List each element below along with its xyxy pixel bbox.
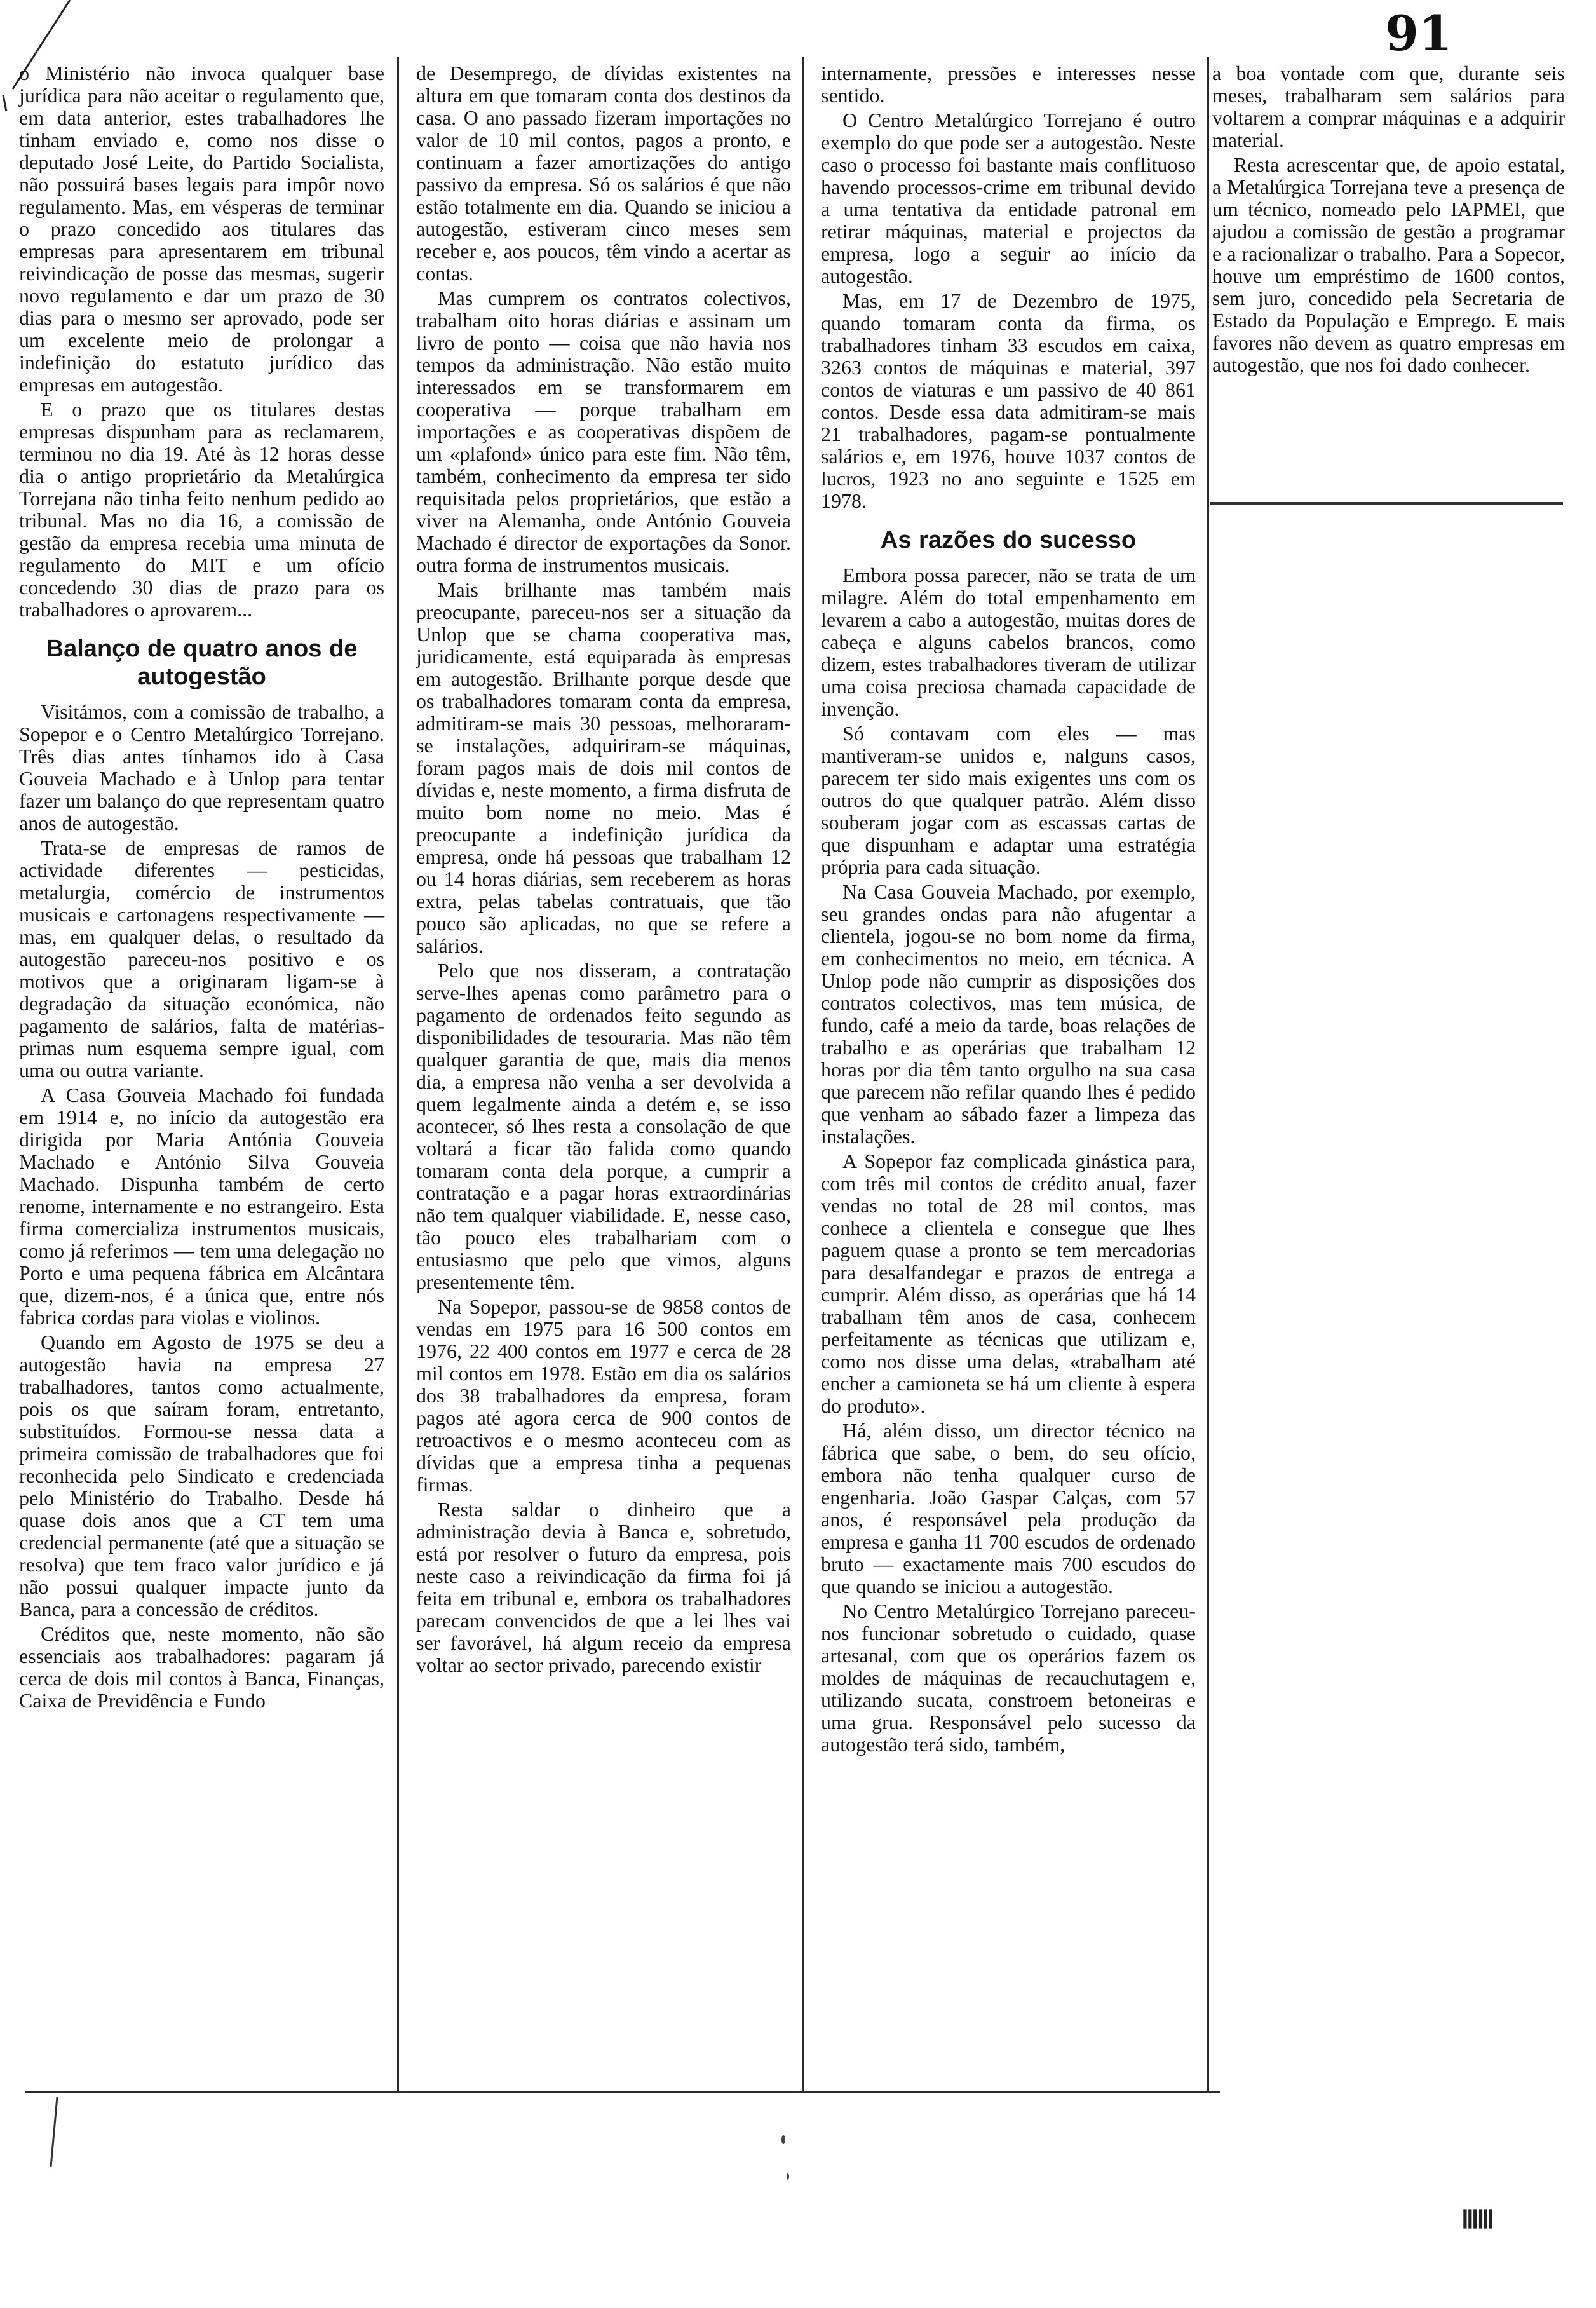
page-number: 91 [1385,5,1452,62]
scan-mark [38,2097,76,2173]
article-column-1 [19,62,384,1714]
column-divider [397,57,399,2091]
section-heading: As razões do sucesso [880,527,1137,553]
paragraph: o Ministério não invoca qualquer base jurídica para não aceitar o regulamento que, em data anterior, estes trabalhadores lhe tinham enviado e, como nos disse o deputado José Leite, do Partido Socialista, não possuirá bases legais para impôr novo regulamento. Mas, em vésperas de terminar o prazo concedido aos titulares das empresas para apresentarem em tribunal reivindicação de posse das mesmas, sugerir novo regulamento e dar um prazo de 30 dias para o mesmo ser aprovado, pode ser um excelente meio de prolongar a indefinição do estatuto jurídico das empresas em autogestão. [19,62,384,396]
paragraph: a boa vontade com que, durante seis meses, trabalharam sem salários para voltarem a comprar máquinas e a adquirir material. [1212,62,1565,151]
paragraph: Mais brilhante mas também mais preocupante, pareceu-nos ser a situação da Unlop que se chama cooperativa mas, juridicamente, está equiparada às empresas em autogestão. Brilhante porque desde que os trabalhadores tomaram conta da empresa, admitiram-se mais 30 pessoas, melhoraram-se instalações, adquiriram-se máquinas, foram pagos mais de dois mil contos de dívidas e, neste momento, a firma disfruta de muito bom nome no meio. Mas é preocupante a indefinição jurídica da empresa, onde há pessoas que trabalham 12 ou 14 horas diárias, sem receberem as horas extra, pelas tabelas contratuais, que tão pouco são aplicadas, no que se refere a salários. [416,578,791,957]
section-heading: Balanço de quatro anos de autogestão [46,635,358,690]
paragraph: Na Sopepor, passou-se de 9858 contos de vendas em 1975 para 16 500 contos em 1976, 22 400 contos em 1977 e cerca de 28 mil contos em 1978. Estão em dia os salários dos 38 trabalhadores da empresa, foram pagos até agora cerca de 900 contos de retroactivos e o mesmo aconteceu com as dívidas que a empresa tinha a pequenas firmas. [416,1295,791,1496]
scan-speck [781,2135,785,2144]
paragraph: Créditos que, neste momento, não são essenciais aos trabalhadores: pagaram já cerca de dois mil contos à Banca, Finanças, Caixa de Previdência e Fundo [19,1622,384,1712]
paragraph: Resta saldar o dinheiro que a administração devia à Banca e, sobretudo, está por resolver o futuro da empresa, pois neste caso a reivindicação da firma foi já feita em tribunal e, embora os trabalhadores parecam convencidos de que a lei lhes vai ser favorável, há algum receio da empresa voltar ao sector privado, parecendo existir [416,1498,791,1676]
article-column-4 [1212,62,1565,379]
column-divider [802,57,804,2091]
paragraph: Mas cumprem os contratos colectivos, trabalham oito horas diárias e assinam um livro de ponto — coisa que não havia nos tempos da administração. Não estão muito interessados em se transformarem em cooperativa — porque trabalham em importações e as cooperativas dispõem de um «plafond» único para este fim. Não têm, também, conhecimento da empresa ter sido requisitada pelos proprietários, que estão a viver na Alemanha, onde António Gouveia Machado é director de exportações da Sonor. outra forma de instrumentos musicais. [416,287,791,576]
clipping-bottom-rule [25,2091,1220,2093]
paragraph: Resta acrescentar que, de apoio estatal, a Metalúrgica Torrejana teve a presença de um técnico, nomeado pelo IAPMEI, que ajudou a comissão de gestão a programar e a racionalizar o trabalho. Para a Sopecor, houve um empréstimo de 1600 contos, sem juro, concedido pela Secretaria de Estado da População e Emprego. E mais favores não devem as quatro empresas em autogestão, que nos foi dado conhecer. [1212,153,1565,376]
article-column-3 [821,62,1196,1758]
paragraph: internamente, pressões e interesses nesse sentido. [821,62,1196,107]
paragraph: Na Casa Gouveia Machado, por exemplo, seu grandes ondas para não afugentar a clientela, jogou-se no bom nome da firma, em conhecimentos no meio, em técnica. A Unlop pode não cumprir as disposições dos contratos colectivos, mas tem música, de fundo, café a meio da tarde, boas relações de trabalho e as operárias que trabalham 12 horas por dia têm tanto orgulho na sua casa que parecem não refilar quando lhes é pedido que venham ao sábado fazer a limpeza das instalações. [821,880,1196,1148]
scan-speck [787,2173,789,2180]
article-column-2 [416,62,791,1679]
paragraph: E o prazo que os titulares destas empresas dispunham para as reclamarem, terminou no dia 19. Até às 12 horas desse dia o antigo proprietário da Metalúrgica Torrejana não tinha feito nenhum pedido ao tribunal. Mas no dia 16, a comissão de gestão da empresa recebia uma minuta de regulamento do MIT e um ofício concedendo 30 dias de prazo para os trabalhadores o aprovarem... [19,398,384,621]
paragraph: Pelo que nos disseram, a contratação serve-lhes apenas como parâmetro para o pagamento de ordenados feito segundo as disponibilidades de tesouraria. Mas não têm qualquer garantia de que, mais dia menos dia, a empresa não venha a ser devolvida a quem legalmente ainda a detém e, se isso acontecer, só lhes resta a consolação de que voltará a ficar tão falida como quando tomaram conta dela porque, a cumprir a contratação e a pagar horas extraordinárias não tem qualquer viabilidade. E, nesse caso, tão pouco eles trabalhariam com o entusiasmo que pelo que vimos, alguns presentemente têm. [416,959,791,1293]
paragraph: Embora possa parecer, não se trata de um milagre. Além do total empenhamento em levarem a cabo a autogestão, muitas dores de cabeça e alguns cabelos brancos, como dizem, estes trabalhadores tiveram de utilizar uma coisa preciosa chamada capacidade de invenção. [821,564,1196,720]
newspaper-clipping [19,62,1226,2083]
paragraph: Só contavam com eles — mas mantiveram-se unidos e, nalguns casos, parecem ter sido mais exigentes uns com os outros do que qualquer patrão. Além disso souberam jogar com as escassas cartas de que dispunham e adaptar uma estratégia própria para cada situação. [821,722,1196,878]
paragraph: Trata-se de empresas de ramos de actividade diferentes — pesticidas, metalurgia, comércio de instrumentos musicais e cartonagens respectivamente — mas, em qualquer delas, o resultado da autogestão pareceu-nos positivo e os motivos que a originaram ligam-se à degradação da situação económica, não pagamento de salários, falta de matérias-primas num esquema sempre igual, com uma ou outra variante. [19,836,384,1082]
column-4-bottom-rule [1210,502,1563,505]
paragraph: Há, além disso, um director técnico na fábrica que sabe, o bem, do seu ofício, embora não tenha qualquer curso de engenharia. João Gaspar Calças, com 57 anos, é responsável pela produção da empresa e ganha 11 700 escudos de ordenado bruto — exactamente mais 700 escudos do que quando se iniciou a autogestão. [821,1419,1196,1598]
column-divider [1207,57,1209,2091]
paragraph: Quando em Agosto de 1975 se deu a autogestão havia na empresa 27 trabalhadores, tantos como actualmente, pois os que saíram foram, entretanto, substituídos. Formou-se nessa data a primeira comissão de trabalhadores que foi reconhecida pelo Sindicato e credenciada pelo Ministério do Trabalho. Desde há quase dois anos que a CT tem uma credencial permanente (até que a situação se resolva) que tem fraco valor jurídico e já não possui qualquer impacte junto da Banca, para a concessão de créditos. [19,1331,384,1620]
paragraph: No Centro Metalúrgico Torrejano pareceu-nos funcionar sobretudo o cuidado, quase artesanal, com que os operários fazem os moldes de máquinas de recauchutagem e, utilizando sucata, constroem betoneiras e uma grua. Responsável pelo sucesso da autogestão terá sido, também, [821,1599,1196,1756]
paragraph: Mas, em 17 de Dezembro de 1975, quando tomaram conta da firma, os trabalhadores tinham 33 escudos em caixa, 3263 contos de máquinas e material, 397 contos de viaturas e um passivo de 40 861 contos. Desde essa data admitiram-se mais 21 trabalhadores, pagam-se pontualmente salários e, em 1976, houve 1037 contos de lucros, 1923 no ano seguinte e 1525 em 1978. [821,289,1196,512]
paragraph: O Centro Metalúrgico Torrejano é outro exemplo do que pode ser a autogestão. Neste caso o processo foi bastante mais conflituoso havendo processos-crime em tribunal devido a uma tentativa da entidade patronal em retirar máquinas, material e projectos da empresa, logo a seguir ao início da autogestão. [821,109,1196,287]
paragraph: A Casa Gouveia Machado foi fundada em 1914 e, no início da autogestão era dirigida por Maria Antónia Gouveia Machado e António Silva Gouveia Machado. Dispunha também de certo renome, internamente e no estrangeiro. Esta firma comercializa instrumentos musicais, como já referimos — tem uma delegação no Porto e uma pequena fábrica em Alcântara que, dizem-nos, é a única que, entre nós fabrica cordas para violas e violinos. [19,1083,384,1329]
paragraph: Visitámos, com a comissão de trabalho, a Sopepor e o Centro Metalúrgico Torrejano. Três dias antes tínhamos ido à Casa Gouveia Machado e à Unlop para tentar fazer um balanço do que representam quatro anos de autogestão. [19,700,384,834]
paragraph: de Desemprego, de dívidas existentes na altura em que tomaram conta dos destinos da casa. O ano passado fizeram importações no valor de 10 mil contos, pagos a pronto, e continuam a fazer amortizações do antigo passivo da empresa. Só os salários é que não estão totalmente em dia. Quando se iniciou a autogestão, estiveram cinco meses sem receber e, aos poucos, têm vindo a acertar as contas. [416,62,791,285]
paragraph: A Sopepor faz complicada ginástica para, com três mil contos de crédito anual, fazer vendas no total de 28 mil contos, mas conhece a clientela e consegue que lhes paguem quase a pronto se tem mercadorias para desalfandegar e prazos de entrega a cumprir. Além disso, as operárias que há 14 trabalham têm anos de casa, conhecem perfeitamente as técnicas que utilizam e, como nos disse uma delas, «trabalham até encher a camioneta se há um cliente à espera do produto». [821,1150,1196,1417]
stamp-mark: ⅢⅢ [1461,2206,1493,2234]
